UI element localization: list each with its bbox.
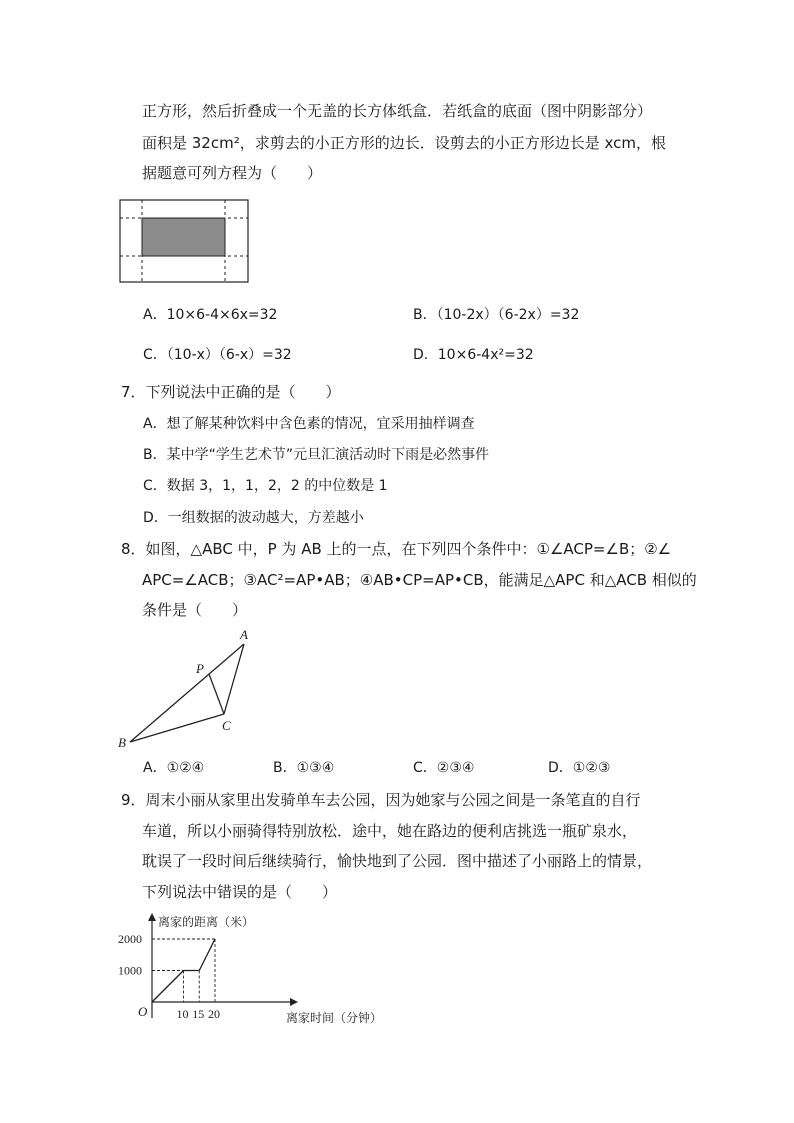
- q6-stem-line-2: 面积是 32cm²，求剪去的小正方形的边长．设剪去的小正方形边长是 xcm，根: [142, 134, 666, 152]
- q6-option-b[interactable]: B．（10-2x）（6-2x）=32: [413, 307, 580, 323]
- side-ac: [224, 644, 244, 714]
- vertex-label-a: A: [240, 627, 248, 642]
- y-axis-label: 离家的距离（米）: [158, 915, 255, 929]
- segment-pc: [209, 674, 224, 714]
- shaded-base: [142, 218, 225, 256]
- q9-stem-line-1: 9．周末小丽从家里出发骑单车去公园，因为她家与公园之间是一条笔直的自行: [121, 791, 641, 809]
- q8-stem-line-1: 8．如图，△ABC 中，P 为 AB 上的一点，在下列四个条件中：①∠ACP=∠B；②∠: [121, 540, 672, 558]
- q8-triangle-figure: [116, 626, 256, 750]
- q9-distance-time-chart: [112, 910, 412, 1032]
- q7-option-a[interactable]: A．想了解某种饮料中含色素的情况，宜采用抽样调查: [143, 416, 475, 432]
- series-line-segment: [152, 971, 184, 1003]
- q8-option-d[interactable]: D．①②③: [548, 760, 611, 776]
- q8-stem-line-2: APC=∠ACB；③AC²=AP•AB；④AB•CP=AP•CB，能满足△APC 和△ACB 相似的: [142, 571, 697, 589]
- side-bc: [130, 714, 224, 742]
- q8-option-c[interactable]: C．②③④: [413, 760, 475, 776]
- y-tick-label: 2000: [118, 932, 142, 946]
- series-line-segment: [199, 939, 215, 971]
- x-tick-label: 15: [192, 1007, 205, 1021]
- origin-label: O: [138, 1004, 148, 1019]
- y-tick-label: 1000: [118, 963, 142, 978]
- q8-option-a[interactable]: A．①②④: [143, 760, 205, 776]
- q6-stem-line-3: 据题意可列方程为（ ）: [142, 164, 323, 182]
- q7-option-c[interactable]: C．数据 3，1，1，2，2 的中位数是 1: [143, 478, 388, 494]
- q7-stem: 7．下列说法中正确的是（ ）: [121, 383, 341, 401]
- x-tick-label: 10: [176, 1007, 189, 1021]
- q7-option-d[interactable]: D．一组数据的波动越大，方差越小: [143, 510, 364, 526]
- x-axis-arrow: [290, 998, 298, 1006]
- vertex-label-p: P: [196, 661, 204, 676]
- q7-option-b[interactable]: B．某中学“学生艺术节”元旦汇演活动时下雨是必然事件: [143, 447, 490, 463]
- q8-option-b[interactable]: B．①③④: [273, 760, 335, 776]
- q6-option-a[interactable]: A．10×6-4×6x=32: [143, 307, 278, 323]
- q6-option-d[interactable]: D．10×6-4x²=32: [413, 347, 534, 363]
- x-axis-label: 离家时间（分钟）: [286, 1011, 383, 1025]
- y-axis-arrow: [148, 913, 156, 921]
- q9-stem-line-2: 车道，所以小丽骑得特别放松．途中，她在路边的便利店挑选一瓶矿泉水，: [142, 822, 638, 840]
- q8-stem-line-3: 条件是（ ）: [142, 601, 248, 619]
- q9-stem-line-4: 下列说法中错误的是（ ）: [142, 883, 338, 901]
- x-tick-label: 20: [208, 1007, 220, 1021]
- q9-stem-line-3: 耽误了一段时间后继续骑行，愉快地到了公园．图中描述了小丽路上的情景，: [142, 852, 653, 870]
- q6-box-net-figure: [118, 198, 252, 284]
- vertex-label-c: C: [222, 718, 231, 733]
- q6-stem-line-1: 正方形，然后折叠成一个无盖的长方体纸盒．若纸盒的底面（图中阴影部分）: [142, 102, 653, 120]
- vertex-label-b: B: [118, 735, 126, 750]
- q6-option-c[interactable]: C．（10-x）（6-x）=32: [143, 347, 292, 363]
